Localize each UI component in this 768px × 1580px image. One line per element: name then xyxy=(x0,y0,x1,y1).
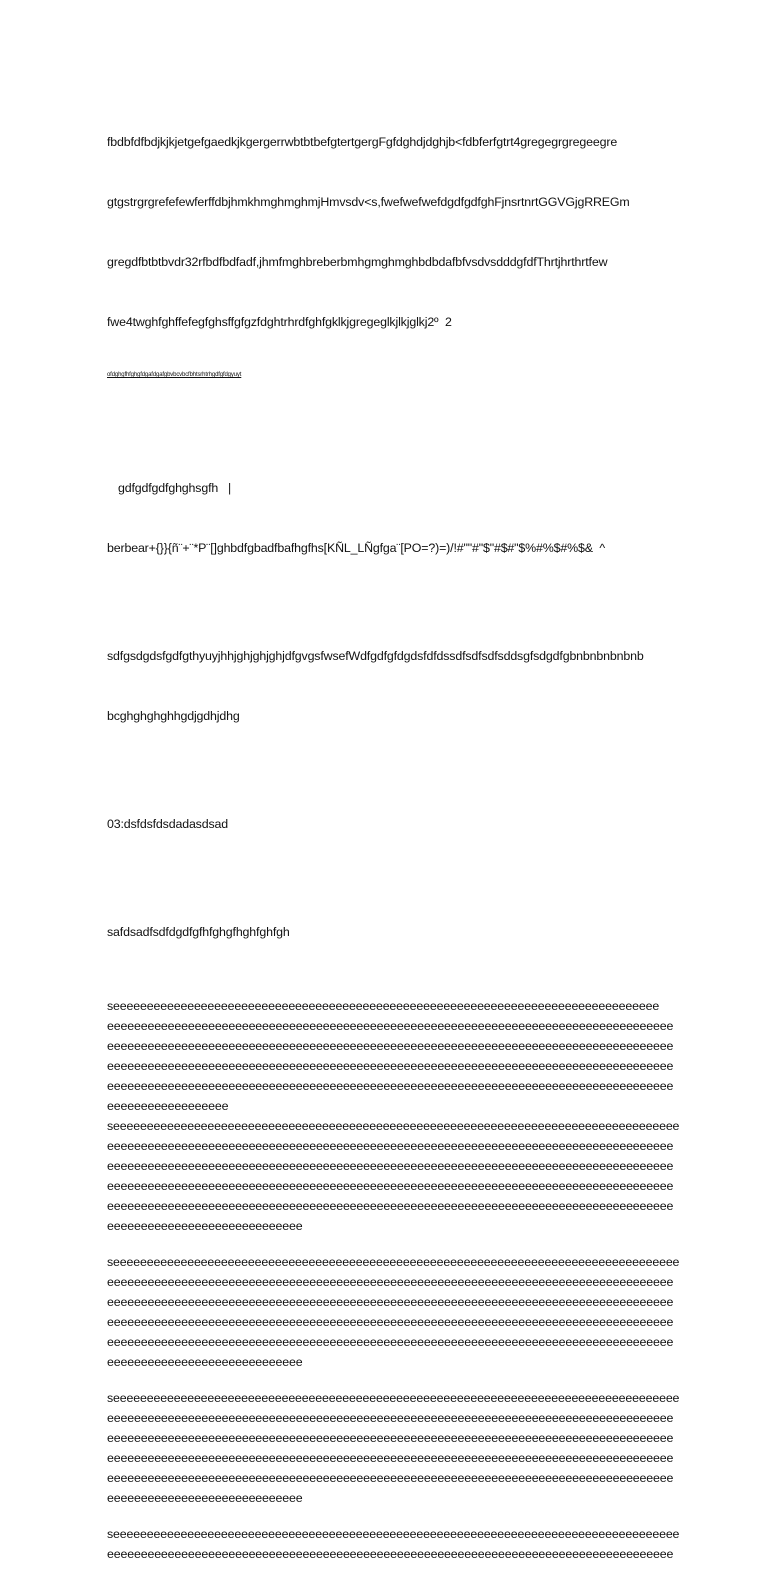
text-line-content: fwe4twghfghffefegfghsffgfgzfdghtrhrdfghfgklkjgregeglkjlkjglkj2º 2 xyxy=(107,315,452,329)
text-line: eeeeeeeeeeeeeeeeeeeeeeeeeeeeeeeeeeeeeeeeeeeeeeeeeeeeeeeeeeeeeeeeeeeeeeeeeeeeeeeeeeee xyxy=(107,1139,674,1153)
text-line: gdfgdfgdfghghsgfh | xyxy=(118,481,232,495)
e-paragraph xyxy=(107,1252,680,1372)
text-line: eeeeeeeeeeeeeeeeeeeeeeeeeeeeeeeeeeeeeeeeeeeeeeeeeeeeeeeeeeeeeeeeeeeeeeeeeeeeeeeeeeee xyxy=(107,1199,674,1213)
paragraph-4 xyxy=(107,774,667,874)
text-line: eeeeeeeeeeeeeeeeeeeeeeeeeeeeeeeeeeeeeeeeeeeeeeeeeeeeeeeeeeeeeeeeeeeeeeeeeeeeeeeeeeee xyxy=(107,1547,674,1561)
text-line: eeeeeeeeeeeeeeeeeeeeeeeeeeeeeeeeeeeeeeeeeeeeeeeeeeeeeeeeeeeeeeeeeeeeeeeeeeeeeeeeeeee xyxy=(107,1335,674,1349)
text-line: eeeeeeeeeeeeeeeeeeeeeeeeeeeeeeeeeeeeeeeeeeeeeeeeeeeeeeeeeeeeeeeeeeeeeeeeeeeeeeeeeeee xyxy=(107,1019,674,1033)
text-line: eeeeeeeeeeeeeeeeeeeeeeeeeeeeeeeeeeeeeeeeeeeeeeeeeeeeeeeeeeeeeeeeeeeeeeeeeeeeeeeeeeee xyxy=(107,1179,674,1193)
text-line: eeeeeeeeeeeeeeeeeeeeeeeeeeeee xyxy=(107,1491,303,1505)
paragraph-2 xyxy=(107,438,667,598)
text-line: eeeeeeeeeeeeeeeeeeeeeeeeeeeee xyxy=(107,1219,303,1233)
text-line: seeeeeeeeeeeeeeeeeeeeeeeeeeeeeeeeeeeeeeeeeeeeeeeeeeeeeeeeeeeeeeeeeeeeeeeeeeeeeeeee xyxy=(107,999,660,1013)
text-line: seeeeeeeeeeeeeeeeeeeeeeeeeeeeeeeeeeeeeeeeeeeeeeeeeeeeeeeeeeeeeeeeeeeeeeeeeeeeeeeeeeee xyxy=(107,1527,680,1541)
text-line: seeeeeeeeeeeeeeeeeeeeeeeeeeeeeeeeeeeeeeeeeeeeeeeeeeeeeeeeeeeeeeeeeeeeeeeeeeeeeeeeeeee xyxy=(107,1119,680,1133)
text-line: eeeeeeeeeeeeeeeeeeeeeeeeeeeeeeeeeeeeeeeeeeeeeeeeeeeeeeeeeeeeeeeeeeeeeeeeeeeeeeeeeeee xyxy=(107,1275,674,1289)
text-line: berbear+{}}{ñ¨+¨*P¨[]ghbdfgbadfbafhgfhs[KÑL_LÑgfga¨[PO=?)=)/!#""#"$"#$#"$%#%$#%$& ^ xyxy=(107,541,606,555)
text-line: eeeeeeeeeeeeeeeeeeeeeeeeeeeeeeeeeeeeeeeeeeeeeeeeeeeeeeeeeeeeeeeeeeeeeeeeeeeeeeeeeeee xyxy=(107,1451,674,1465)
e-paragraph xyxy=(107,996,680,1236)
text-line: 03:dsfdsfdsdadasdsad xyxy=(107,817,228,831)
text-line: eeeeeeeeeeeeeeeeeeeeeeeeeeeeeeeeeeeeeeeeeeeeeeeeeeeeeeeeeeeeeeeeeeeeeeeeeeeeeeeeeeee xyxy=(107,1411,674,1425)
text-line: seeeeeeeeeeeeeeeeeeeeeeeeeeeeeeeeeeeeeeeeeeeeeeeeeeeeeeeeeeeeeeeeeeeeeeeeeeeeeeeeeeee xyxy=(107,1255,680,1269)
text-line: sdfgsdgdsfgdfgthyuyjhhjghjghjghjdfgvgsfwsefWdfgdfgfdgdsfdfdssdfsdfsdfsddsgfsdgdfgbnbnbnbnbnb xyxy=(107,649,644,663)
text-line: eeeeeeeeeeeeeeeeeeeeeeeeeeeeeeeeeeeeeeeeeeeeeeeeeeeeeeeeeeeeeeeeeeeeeeeeeeeeeeeeeeee xyxy=(107,1079,674,1093)
e-paragraph xyxy=(107,1524,680,1564)
paragraph-1 xyxy=(107,92,667,438)
text-line: bcghghghghhgdjgdhjdhg xyxy=(107,709,240,723)
text-line: eeeeeeeeeeeeeeeeeeeeeeeeeeeeeeeeeeeeeeeeeeeeeeeeeeeeeeeeeeeeeeeeeeeeeeeeeeeeeeeeeeee xyxy=(107,1315,674,1329)
text-line: eeeeeeeeeeeeeeeeeeeeeeeeeeeeeeeeeeeeeeeeeeeeeeeeeeeeeeeeeeeeeeeeeeeeeeeeeeeeeeeeeeee xyxy=(107,1431,674,1445)
text-line: eeeeeeeeeeeeeeeeeeeeeeeeeeeeeeeeeeeeeeeeeeeeeeeeeeeeeeeeeeeeeeeeeeeeeeeeeeeeeeeeeeee xyxy=(107,1471,674,1485)
text-line: gregdfbtbtbvdr32rfbdfbdfadf,jhmfmghbreberbmhgmghmghbdbdafbfvsdvsdddgfdfThrtjhrthrtfew xyxy=(107,255,608,269)
e-paragraph xyxy=(107,1388,680,1508)
text-line: safdsadfsdfdgdfgfhfghgfhghfghfgh xyxy=(107,925,290,939)
text-line: fbdbfdfbdjkjkjetgefgaedkjkgergerrwbtbtbefgtertgergFgfdghdjdghjb<fdbferfgtrt4gregegrgregeegre xyxy=(107,135,618,149)
text-line: eeeeeeeeeeeeeeeeeeeeeeeeeeeeeeeeeeeeeeeeeeeeeeeeeeeeeeeeeeeeeeeeeeeeeeeeeeeeeeeeeeee xyxy=(107,1039,674,1053)
paragraph-3 xyxy=(107,606,667,766)
paragraph-5 xyxy=(107,882,667,982)
text-line: eeeeeeeeeeeeeeeeeeeeeeeeeeeeeeeeeeeeeeeeeeeeeeeeeeeeeeeeeeeeeeeeeeeeeeeeeeeeeeeeeeee xyxy=(107,1295,674,1309)
small-underlined-text: ofdghgfhfghgfdgafdgafgbvbcvbcfbhtsrhtrhgdfgfdgyuyt xyxy=(107,372,242,378)
document-body xyxy=(107,92,680,1580)
text-line: gtgstrgrgrefefewferffdbjhmkhmghmghmjHmvsdv<s,fwefwefwefdgdfgdfghFjnsrtnrtGGVGjgRREGm xyxy=(107,195,630,209)
text-line: eeeeeeeeeeeeeeeeeeeeeeeeeeeee xyxy=(107,1355,303,1369)
text-line-last xyxy=(107,312,667,332)
repeated-e-paragraphs xyxy=(107,996,680,1564)
text-line: eeeeeeeeeeeeeeeeeeeeeeeeeeeeeeeeeeeeeeeeeeeeeeeeeeeeeeeeeeeeeeeeeeeeeeeeeeeeeeeeeeee xyxy=(107,1159,674,1173)
text-line: eeeeeeeeeeeeeeeeee xyxy=(107,1099,229,1113)
text-line: seeeeeeeeeeeeeeeeeeeeeeeeeeeeeeeeeeeeeeeeeeeeeeeeeeeeeeeeeeeeeeeeeeeeeeeeeeeeeeeeeeee xyxy=(107,1391,680,1405)
text-line: eeeeeeeeeeeeeeeeeeeeeeeeeeeeeeeeeeeeeeeeeeeeeeeeeeeeeeeeeeeeeeeeeeeeeeeeeeeeeeeeeeee xyxy=(107,1059,674,1073)
